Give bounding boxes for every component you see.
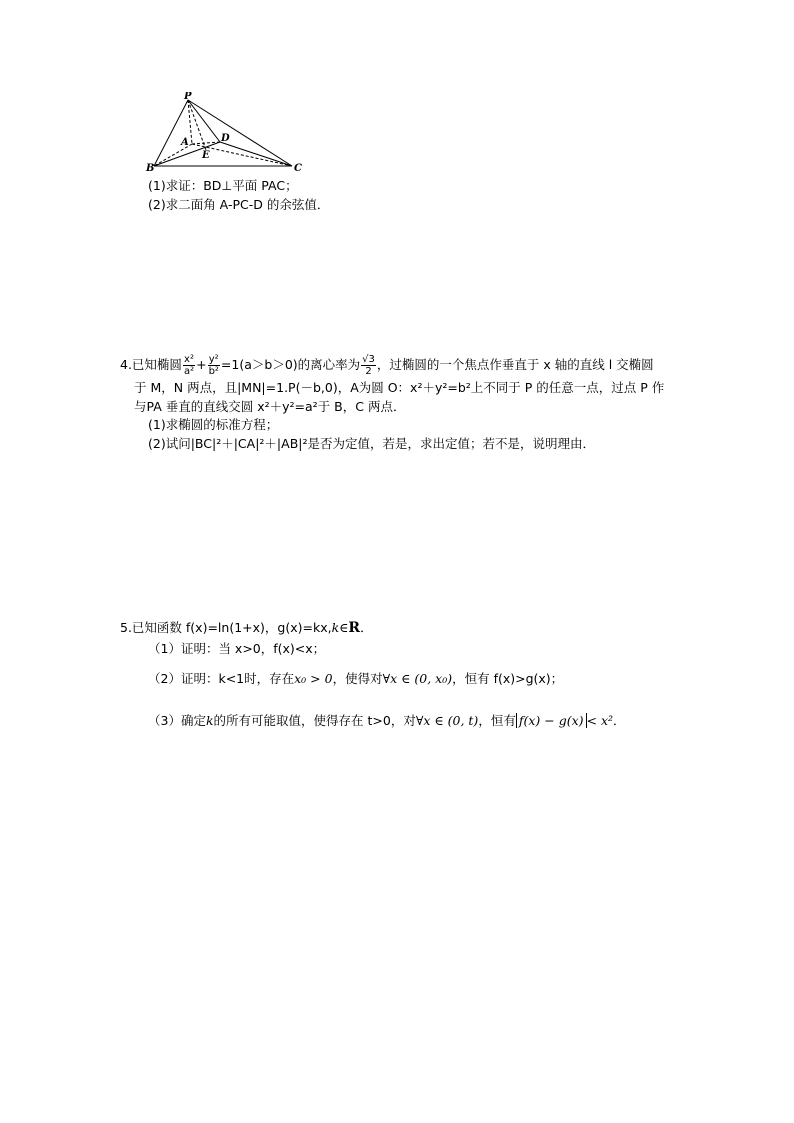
label-d: D: [221, 133, 230, 144]
q3-part1: (1)求证：BD⊥平面 PAC；: [148, 178, 298, 193]
q5-part3: （3）确定k的所有可能取值，使得存在 t>0，对∀x ∈ (0, t)，恒有 f(x) − g(x) < x²．: [148, 713, 626, 728]
q4-frac-x2-a2: $\frac{\text{x²}}{\text{a²}}$: [183, 354, 195, 377]
q5-part2: （2）证明：k<1时，存在x₀ > 0，使得对∀x ∈ (0, x₀)，恒有 f(x)>g(x)；: [148, 671, 564, 686]
q5-part1: （1）证明：当 x>0，f(x)<x；: [148, 641, 326, 656]
q4-part2: (2)试问|BC|²＋|CA|²＋|AB|²是否为定值，若是，求出定值；若不是，说明理由．: [148, 436, 595, 451]
q4-line1-rest: ，过椭圆的一个焦点作垂直于 x 轴的直线 l 交椭圆: [376, 357, 654, 372]
q4-line1: 4.已知椭圆 $\frac{\text{x²}}{\text{a²}}$ + $\frac{\text{y²}}{\text{b²}}$ =1(a＞b＞0)的离心率为 $\frac{√3}{2}$ ，过椭圆的一个焦点作垂直于 x 轴的直线 l 交椭圆: [120, 354, 654, 377]
q4-prefix: 4.已知椭圆: [120, 357, 182, 372]
pyramid-figure: [140, 92, 310, 174]
label-c: C: [294, 163, 302, 174]
label-a: A: [181, 137, 189, 148]
q3-part2: (2)求二面角 A-PC-D 的余弦值．: [148, 197, 330, 212]
edge-pb: [154, 100, 188, 166]
label-e: E: [202, 150, 210, 161]
edge-pd: [188, 100, 220, 142]
edge-dc: [220, 142, 292, 166]
label-p: P: [184, 92, 192, 102]
q4-condition: =1(a＞b＞0)的离心率为: [220, 357, 361, 372]
q4-eccentricity: $\frac{√3}{2}$: [362, 354, 375, 377]
q4-part1: (1)求椭圆的标准方程；: [148, 417, 279, 432]
q4-line3: 与PA 垂直的直线交圆 x²＋y²=a²于 B，C 两点．: [134, 399, 406, 414]
label-b: B: [146, 163, 155, 174]
q4-frac-y2-b2: $\frac{\text{y²}}{\text{b²}}$: [208, 354, 219, 377]
q5-stem: 5.已知函数 f(x)=ln(1+x)，g(x)=kx,k∈R．: [120, 620, 373, 636]
q4-line2: 于 M，N 两点，且|MN|=1.P(－b,0)，A为圆 O：x²＋y²=b²上不同于 P 的任意一点，过点 P 作: [134, 380, 665, 395]
